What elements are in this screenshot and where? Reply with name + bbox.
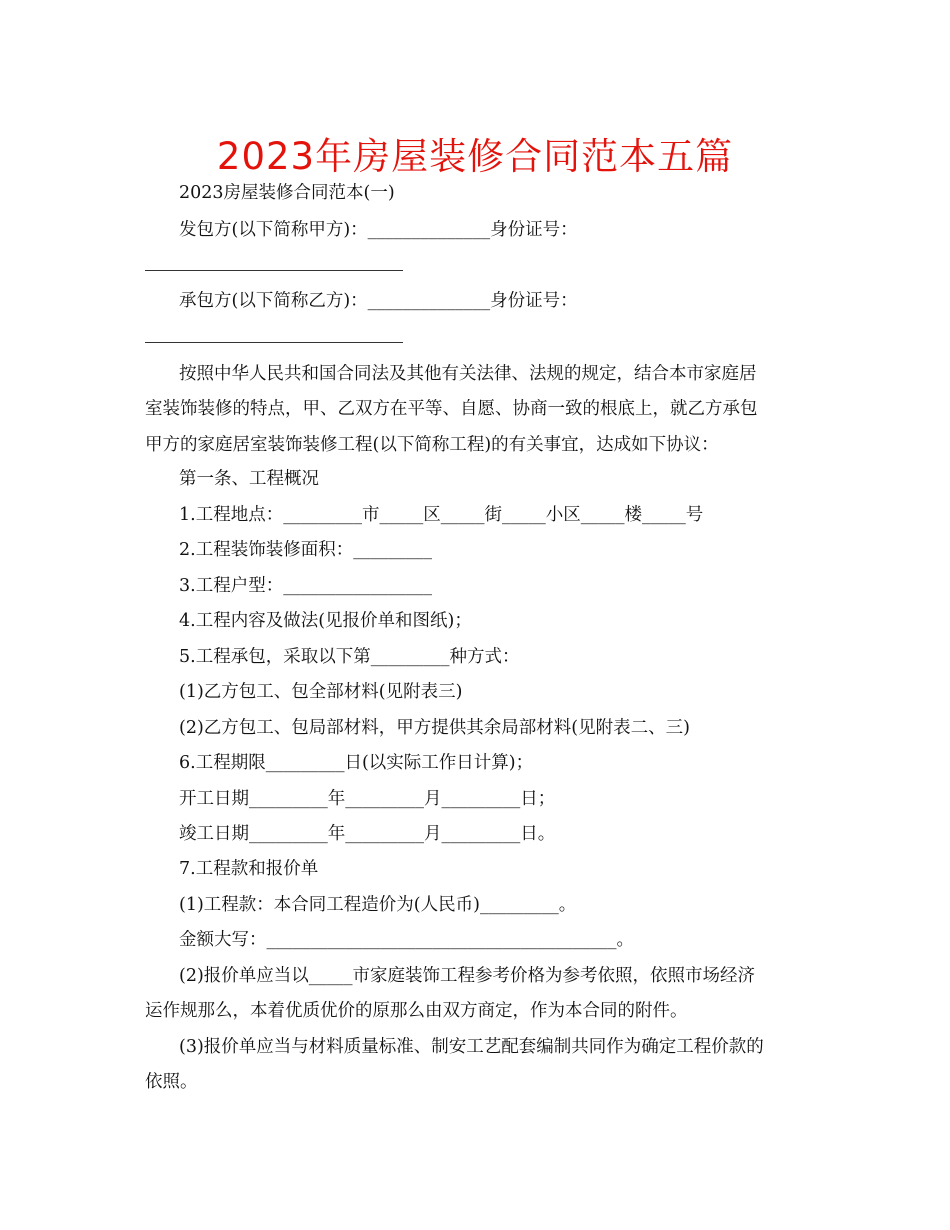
para-quote-line-2: 运作规那么，本着优质优价的原那么由双方商定，作为本合同的附件。 — [145, 1001, 688, 1021]
article-1-heading: 第一条、工程概况 — [179, 469, 319, 489]
contract-subtitle: 2023房屋装修合同范本(一) — [179, 183, 395, 203]
item-mode-2: (2)乙方包工、包局部材料，甲方提供其余局部材料(见附表二、三) — [179, 718, 690, 738]
item-payment-amount: (1)工程款：本合同工程造价为(人民币)_________。 — [179, 895, 577, 915]
item-duration: 6.工程期限_________日(以实际工作日计算)； — [179, 753, 534, 773]
intro-line-3: 甲方的家庭居室装饰装修工程(以下简称工程)的有关事宜，达成如下协议： — [145, 435, 719, 455]
para-quote-standard-line-2: 依照。 — [145, 1072, 198, 1092]
item-location: 1.工程地点：_________市_____区_____街_____小区_____楼_____号 — [179, 505, 704, 525]
intro-line-2: 室装饰装修的特点，甲、乙双方在平等、自愿、协商一致的根底上，就乙方承包 — [145, 399, 758, 419]
party-a-line: 发包方(以下简称甲方)：______________身份证号： — [179, 220, 578, 240]
item-layout: 3.工程户型：_________________ — [179, 576, 432, 596]
item-content: 4.工程内容及做法(见报价单和图纸)； — [179, 611, 472, 631]
para-quote-standard-line-1: (3)报价单应当与材料质量标准、制安工艺配套编制共同作为确定工程价款的 — [179, 1037, 764, 1057]
item-amount-in-words: 金额大写：________________________________________。 — [179, 930, 634, 950]
party-b-line: 承包方(以下简称乙方)：______________身份证号： — [179, 291, 578, 311]
item-end-date: 竣工日期_________年_________月_________日。 — [179, 824, 556, 844]
item-payment-heading: 7.工程款和报价单 — [179, 859, 319, 879]
para-quote-line-1: (2)报价单应当以_____市家庭装饰工程参考价格为参考依照，依照市场经济 — [179, 966, 756, 986]
item-mode-1: (1)乙方包工、包全部材料(见附表三) — [179, 682, 463, 702]
party-a-id-blank — [145, 270, 403, 271]
party-b-id-blank — [145, 342, 403, 343]
item-area: 2.工程装饰装修面积：_________ — [179, 540, 432, 560]
item-start-date: 开工日期_________年_________月_________日； — [179, 789, 556, 809]
intro-line-1: 按照中华人民共和国合同法及其他有关法律、法规的规定，结合本市家庭居 — [179, 364, 757, 384]
item-contract-mode: 5.工程承包，采取以下第_________种方式： — [179, 647, 520, 667]
document-title: 2023年房屋装修合同范本五篇 — [216, 135, 734, 178]
